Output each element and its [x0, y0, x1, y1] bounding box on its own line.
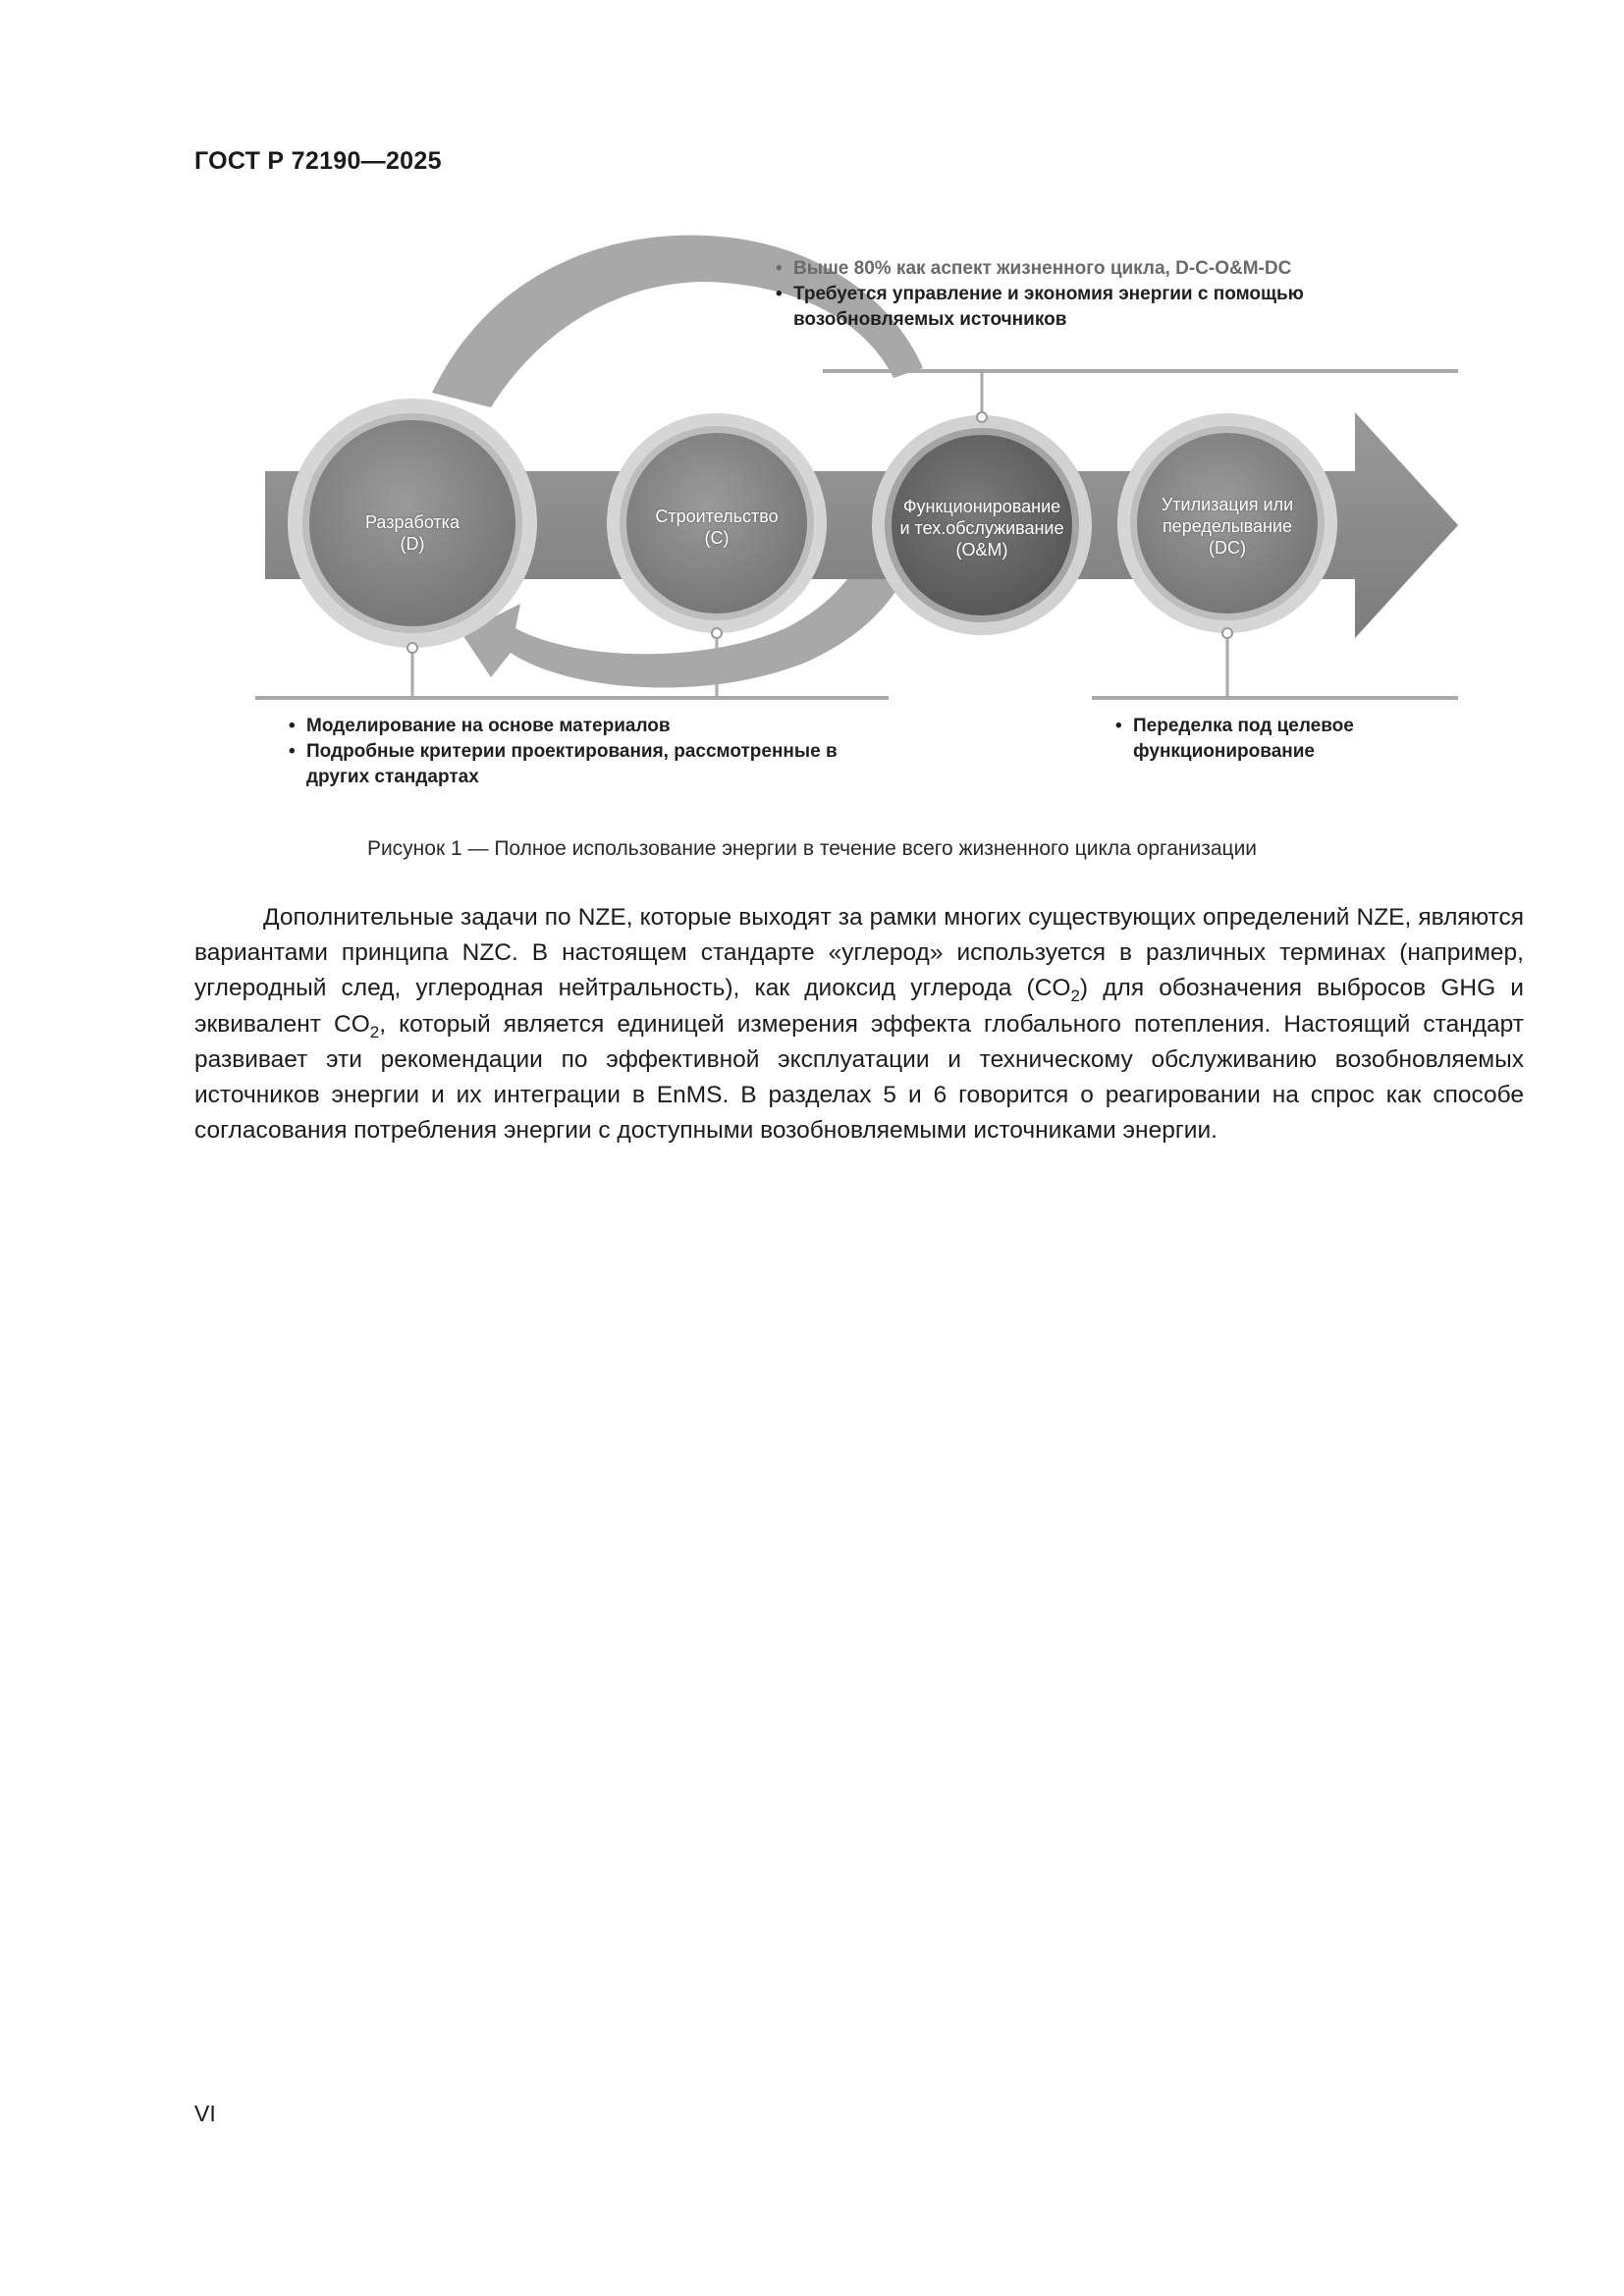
body-text-part: ) для обозначения выбросов GHG и эквивалент CO	[194, 975, 1524, 1038]
stage-label-line: переделывание	[1162, 516, 1293, 536]
stage-label-line: (D)	[400, 534, 425, 554]
stage-label-d	[314, 511, 511, 555]
stage-label-line: Функционирование	[902, 497, 1061, 516]
body-text-part: Дополнительные задачи по NZE, которые выходят за рамки многих существующих определений NZE, являются вариантами принципа NZC. В настоящем стандарте «углерод» используется в различных терминах (например, углеродный след, углеродная нейтральность), как диоксид углерода (CO	[194, 904, 1524, 1002]
stage-label-line: Строительство	[655, 507, 779, 526]
stage-label-line: Разработка	[365, 512, 460, 532]
stage-label-c	[619, 506, 815, 549]
bottom-right-note-item: • Переделка под целевое функционирование	[1113, 714, 1408, 765]
top-note-item: • Требуется управление и экономия энергии с помощью возобновляемых источников	[774, 282, 1402, 333]
document-header: ГОСТ Р 72190—2025	[194, 147, 442, 175]
stage-label-line: (DC)	[1209, 538, 1246, 558]
top-note-item: • Выше 80% как аспект жизненного цикла, D-C-O&M-DC	[774, 256, 1402, 282]
bottom-right-notes-list	[1113, 714, 1408, 765]
stage-label-dc	[1129, 494, 1326, 559]
stage-label-om	[884, 496, 1080, 561]
page-number: VI	[194, 2101, 216, 2126]
body-paragraph	[194, 900, 1524, 1148]
subscript: 2	[1070, 987, 1080, 1006]
bottom-left-notes-list	[287, 714, 866, 790]
bottom-left-note-item: • Подробные критерии проектирования, рассмотренные в других стандартах	[287, 739, 866, 790]
body-text-part: , который является единицей измерения эффекта глобального потепления. Настоящий стандарт развивает эти рекомендации по эффективной эксплуатации и техническому обслуживанию возобновляемых источников энергии и их интеграции в EnMS. В разделах 5 и 6 говорится о реагировании на спрос как способе согласования потребления энергии с доступными возобновляемыми источниками энергии.	[194, 1010, 1524, 1145]
stage-label-line: Утилизация или	[1161, 495, 1294, 514]
stage-label-line: (O&M)	[955, 540, 1008, 560]
subscript: 2	[369, 1022, 380, 1041]
top-notes-list	[774, 256, 1402, 333]
lifecycle-figure	[245, 231, 1473, 820]
stage-label-line: (C)	[704, 528, 730, 548]
figure-caption: Рисунок 1 — Полное использование энергии в течение всего жизненного цикла организации	[366, 837, 1258, 860]
bottom-left-note-item: • Моделирование на основе материалов	[287, 714, 866, 739]
stage-label-line: и тех.обслуживание	[899, 518, 1064, 538]
